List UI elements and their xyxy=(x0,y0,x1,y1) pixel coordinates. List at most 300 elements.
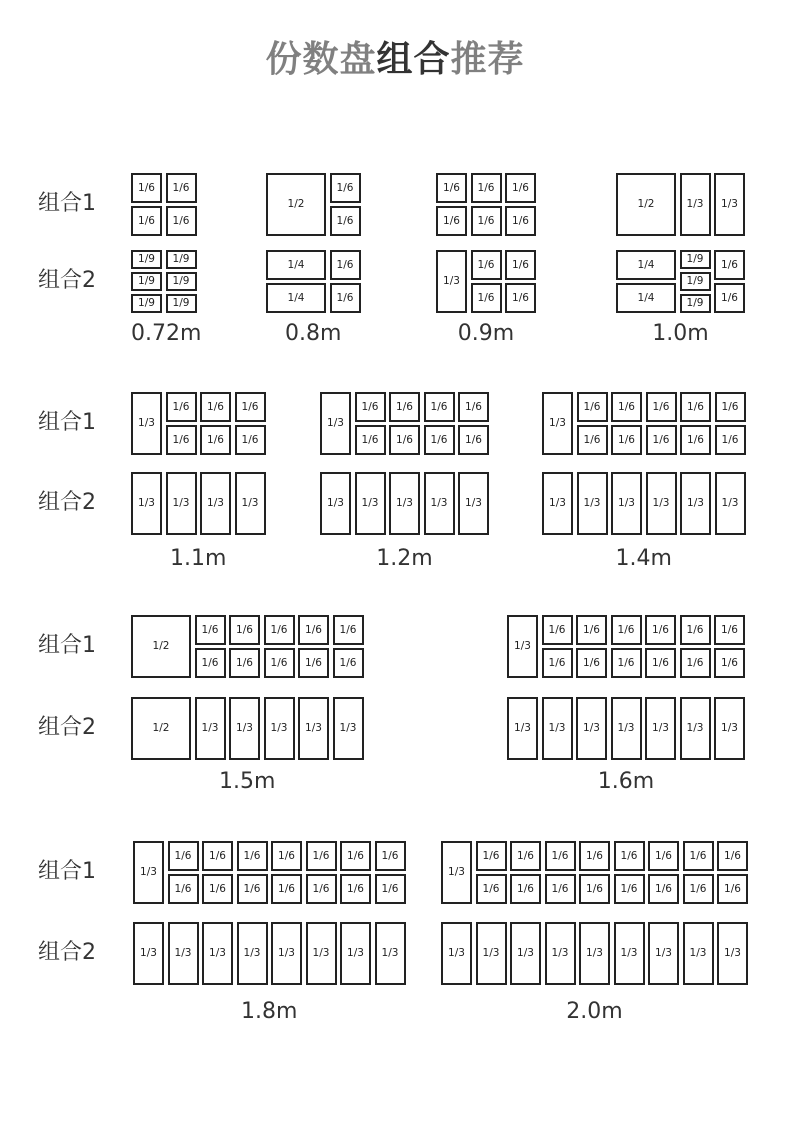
pan-size-label: 1/3 xyxy=(617,722,635,734)
pan-column xyxy=(266,250,326,313)
pan-size-label: 1/6 xyxy=(652,623,669,636)
pan-column xyxy=(576,615,607,678)
pan-size-label: 1/9 xyxy=(172,297,190,309)
pan-size-label: 1/6 xyxy=(655,882,672,895)
pan-column xyxy=(306,922,337,985)
pan-size-label: 1/6 xyxy=(477,291,495,304)
pan-size-label: 1/6 xyxy=(381,849,399,862)
pan-size-label: 1/3 xyxy=(138,497,155,509)
pan-size-label: 1/3 xyxy=(549,497,566,509)
pan-size-label: 1/6 xyxy=(443,214,460,227)
pan-size-label: 1/6 xyxy=(209,849,226,862)
pan-size-label: 1/3 xyxy=(430,497,448,509)
pan-size-label: 1/3 xyxy=(327,417,344,429)
pan-1-6 xyxy=(195,648,226,678)
pan-size-label: 1/9 xyxy=(686,253,704,265)
pan-column xyxy=(237,841,268,904)
pan-size-label: 1/6 xyxy=(270,623,288,636)
pan-1-3 xyxy=(476,922,507,985)
pan-column xyxy=(131,173,162,236)
pan-size-label: 1/6 xyxy=(396,433,413,446)
pan-1-3 xyxy=(237,922,268,985)
pan-1-6 xyxy=(166,392,197,422)
pan-column xyxy=(330,173,361,236)
pan-1-6 xyxy=(298,615,329,645)
length-label: 1.0m xyxy=(652,321,709,346)
pan-1-2 xyxy=(131,697,191,760)
pan-column xyxy=(306,841,337,904)
pan-column xyxy=(542,472,573,535)
pan-size-label: 1/3 xyxy=(361,497,379,509)
pan-1-9 xyxy=(131,250,162,269)
pan-column xyxy=(235,472,266,535)
combo-2-layout xyxy=(133,922,406,985)
pan-size-label: 1/3 xyxy=(339,722,357,734)
pan-size-label: 1/6 xyxy=(138,214,155,227)
pan-column xyxy=(271,841,302,904)
pan-size-label: 1/3 xyxy=(347,947,364,959)
pan-size-label: 1/9 xyxy=(138,275,155,287)
pan-1-6 xyxy=(714,283,745,313)
pan-1-6 xyxy=(577,425,608,455)
pan-1-6 xyxy=(355,425,386,455)
pan-1-9 xyxy=(131,272,162,291)
pan-size-label: 1/3 xyxy=(465,497,482,509)
pan-1-2 xyxy=(131,615,191,678)
pan-1-6 xyxy=(714,648,745,678)
pan-column xyxy=(542,392,573,455)
pan-1-3 xyxy=(683,922,714,985)
pan-column xyxy=(355,472,386,535)
pan-size-label: 1/6 xyxy=(721,433,739,446)
length-label: 1.6m xyxy=(597,769,655,794)
pan-column xyxy=(202,922,233,985)
pan-1-6 xyxy=(237,874,268,904)
pan-1-6 xyxy=(614,841,645,871)
pan-column xyxy=(715,472,746,535)
pan-1-6 xyxy=(683,841,714,871)
pan-1-3 xyxy=(306,922,337,985)
pan-1-3 xyxy=(320,472,351,535)
pan-1-6 xyxy=(166,173,197,203)
pan-1-6 xyxy=(166,425,197,455)
pan-column xyxy=(507,697,538,760)
pan-1-6 xyxy=(611,392,642,422)
pan-size-label: 1/6 xyxy=(512,291,529,304)
pan-column xyxy=(436,250,467,313)
pan-1-6 xyxy=(271,874,302,904)
pan-column xyxy=(424,472,455,535)
pan-column xyxy=(646,472,677,535)
pan-1-6 xyxy=(476,874,507,904)
pan-column xyxy=(542,697,573,760)
row-label-combo-1: 组合1 xyxy=(38,633,96,658)
pan-size-label: 1/3 xyxy=(270,722,288,734)
pan-1-6 xyxy=(340,874,371,904)
combo-1-layout xyxy=(320,392,489,455)
pan-size-label: 1/2 xyxy=(637,198,655,210)
pan-column xyxy=(195,615,226,678)
pan-size-label: 1/6 xyxy=(689,882,707,895)
pan-size-label: 1/3 xyxy=(620,947,638,959)
pan-1-6 xyxy=(715,392,746,422)
combo-2-layout xyxy=(542,472,746,535)
pan-column xyxy=(714,250,745,313)
pan-1-6 xyxy=(235,392,266,422)
pan-size-label: 1/6 xyxy=(172,400,190,413)
group-1-0m xyxy=(616,173,745,347)
pan-size-label: 1/6 xyxy=(686,623,704,636)
pan-size-label: 1/6 xyxy=(617,623,635,636)
pan-size-label: 1/6 xyxy=(618,400,635,413)
pan-1-3 xyxy=(264,697,295,760)
pan-1-6 xyxy=(542,648,573,678)
pan-1-9 xyxy=(680,272,711,291)
pan-column xyxy=(133,922,164,985)
pan-1-6 xyxy=(389,392,420,422)
pan-size-label: 1/6 xyxy=(687,400,704,413)
pan-size-label: 1/6 xyxy=(482,849,500,862)
pan-1-6 xyxy=(330,206,361,236)
pan-column xyxy=(133,841,164,904)
pan-column xyxy=(200,472,231,535)
pan-size-label: 1/6 xyxy=(443,181,460,194)
combo-1-layout xyxy=(616,173,745,236)
pan-1-6 xyxy=(579,841,610,871)
pan-column xyxy=(577,472,608,535)
pan-1-3 xyxy=(510,922,541,985)
pan-size-label: 1/6 xyxy=(339,623,357,636)
pan-1-6 xyxy=(471,283,502,313)
pan-1-6 xyxy=(264,648,295,678)
pan-column xyxy=(476,841,507,904)
pan-size-label: 1/3 xyxy=(305,722,322,734)
pan-column xyxy=(340,922,371,985)
pan-size-label: 1/9 xyxy=(138,297,155,309)
pan-column xyxy=(166,472,197,535)
pan-size-label: 1/6 xyxy=(336,258,354,271)
pan-column xyxy=(131,697,191,760)
pan-1-3 xyxy=(200,472,231,535)
pan-column xyxy=(330,250,361,313)
pan-column xyxy=(131,472,162,535)
pan-column xyxy=(202,841,233,904)
pan-1-6 xyxy=(542,615,573,645)
pan-1-6 xyxy=(576,648,607,678)
pan-1-6 xyxy=(330,250,361,280)
pan-1-3 xyxy=(166,472,197,535)
pan-column xyxy=(375,922,406,985)
pan-1-2 xyxy=(266,173,326,236)
pan-column xyxy=(545,841,576,904)
pan-1-6 xyxy=(168,841,199,871)
pan-1-6 xyxy=(714,250,745,280)
pan-1-6 xyxy=(714,615,745,645)
combo-2-layout xyxy=(320,472,489,535)
pan-size-label: 1/6 xyxy=(548,656,566,669)
pan-column xyxy=(166,250,197,313)
pan-1-3 xyxy=(542,697,573,760)
pan-column xyxy=(320,392,351,455)
pan-size-label: 1/6 xyxy=(336,181,354,194)
pan-1-3 xyxy=(542,472,573,535)
pan-1-3 xyxy=(714,697,745,760)
pan-column xyxy=(505,250,536,313)
pan-size-label: 1/6 xyxy=(686,656,704,669)
pan-size-label: 1/6 xyxy=(617,656,635,669)
pan-column xyxy=(680,472,711,535)
pan-1-6 xyxy=(168,874,199,904)
pan-1-6 xyxy=(646,392,677,422)
pan-1-3 xyxy=(577,472,608,535)
pan-size-label: 1/3 xyxy=(243,947,261,959)
pan-column xyxy=(545,922,576,985)
pan-1-2 xyxy=(616,173,676,236)
pan-1-6 xyxy=(271,841,302,871)
pan-size-label: 1/6 xyxy=(586,849,603,862)
pan-size-label: 1/3 xyxy=(686,722,704,734)
pan-size-label: 1/6 xyxy=(312,849,330,862)
pan-1-6 xyxy=(680,648,711,678)
pan-size-label: 1/3 xyxy=(721,722,738,734)
pan-column xyxy=(680,173,711,236)
pan-column xyxy=(298,615,329,678)
pan-size-label: 1/6 xyxy=(312,882,330,895)
combo-2-layout xyxy=(131,472,266,535)
pan-size-label: 1/6 xyxy=(347,849,364,862)
pan-1-6 xyxy=(389,425,420,455)
pan-column xyxy=(333,615,364,678)
combo-1-layout xyxy=(133,841,406,904)
pan-size-label: 1/6 xyxy=(551,882,569,895)
combo-1-layout xyxy=(266,173,361,236)
pan-size-label: 1/6 xyxy=(336,214,354,227)
pan-1-6 xyxy=(237,841,268,871)
pan-1-3 xyxy=(507,697,538,760)
pan-size-label: 1/6 xyxy=(583,433,601,446)
combo-1-layout xyxy=(507,615,745,678)
pan-1-6 xyxy=(235,425,266,455)
pan-size-label: 1/6 xyxy=(548,623,566,636)
pan-1-3 xyxy=(320,392,351,455)
combo-1-layout xyxy=(441,841,748,904)
pan-1-6 xyxy=(510,874,541,904)
pan-1-6 xyxy=(131,173,162,203)
pan-1-6 xyxy=(505,173,536,203)
pan-1-3 xyxy=(424,472,455,535)
pan-size-label: 1/6 xyxy=(721,656,738,669)
pan-size-label: 1/6 xyxy=(724,849,741,862)
group-1-4m xyxy=(542,392,746,572)
pan-size-label: 1/6 xyxy=(652,400,670,413)
pan-column xyxy=(471,173,502,236)
pan-column xyxy=(320,472,351,535)
pan-1-6 xyxy=(306,841,337,871)
length-label: 1.1m xyxy=(170,546,227,571)
pan-size-label: 1/6 xyxy=(305,656,322,669)
pan-size-label: 1/6 xyxy=(482,882,500,895)
pan-1-6 xyxy=(545,874,576,904)
pan-size-label: 1/6 xyxy=(477,214,495,227)
pan-size-label: 1/9 xyxy=(686,275,704,287)
length-label: 0.72m xyxy=(131,321,202,346)
pan-column xyxy=(683,841,714,904)
pan-column xyxy=(611,472,642,535)
group-0-9m xyxy=(436,173,536,347)
combo-1-layout xyxy=(131,173,197,236)
pan-1-6 xyxy=(683,874,714,904)
pan-column xyxy=(436,173,467,236)
pan-1-6 xyxy=(476,841,507,871)
pan-column xyxy=(616,250,676,313)
pan-1-6 xyxy=(505,283,536,313)
pan-size-label: 1/6 xyxy=(207,433,224,446)
pan-size-label: 1/6 xyxy=(209,882,226,895)
pan-1-3 xyxy=(680,697,711,760)
pan-size-label: 1/6 xyxy=(721,258,738,271)
pan-1-3 xyxy=(545,922,576,985)
pan-1-9 xyxy=(166,294,197,313)
pan-column xyxy=(645,697,676,760)
pan-column xyxy=(614,922,645,985)
combo-2-layout xyxy=(616,250,745,313)
pan-column xyxy=(131,392,162,455)
pan-size-label: 1/6 xyxy=(270,656,288,669)
pan-size-label: 1/6 xyxy=(174,882,192,895)
pan-column xyxy=(577,392,608,455)
pan-1-9 xyxy=(680,294,711,313)
combo-2-layout xyxy=(436,250,536,313)
pan-column xyxy=(355,392,386,455)
length-label: 2.0m xyxy=(566,999,623,1024)
pan-1-6 xyxy=(545,841,576,871)
pan-1-3 xyxy=(436,250,467,313)
pan-1-6 xyxy=(424,392,455,422)
length-label: 0.9m xyxy=(457,321,515,346)
pan-column xyxy=(680,392,711,455)
combo-2-layout xyxy=(131,250,197,313)
pan-1-6 xyxy=(202,841,233,871)
title-part-recommend: 推荐 xyxy=(450,39,525,80)
pan-size-label: 1/9 xyxy=(686,297,704,309)
pan-1-4 xyxy=(266,283,326,313)
pan-size-label: 1/6 xyxy=(655,849,672,862)
pan-1-6 xyxy=(611,425,642,455)
pan-size-label: 1/3 xyxy=(312,947,330,959)
pan-column xyxy=(229,697,260,760)
pan-column xyxy=(507,615,538,678)
pan-1-3 xyxy=(375,922,406,985)
pan-size-label: 1/3 xyxy=(172,497,190,509)
pan-1-6 xyxy=(505,206,536,236)
pan-size-label: 1/6 xyxy=(138,181,155,194)
pan-size-label: 1/6 xyxy=(361,400,379,413)
pan-1-3 xyxy=(133,922,164,985)
pan-column xyxy=(166,173,197,236)
pan-size-label: 1/3 xyxy=(721,198,738,210)
pan-size-label: 1/3 xyxy=(140,866,157,878)
pan-column xyxy=(717,841,748,904)
pan-1-3 xyxy=(333,697,364,760)
page-title xyxy=(0,36,790,84)
pan-size-label: 1/4 xyxy=(637,258,655,271)
group-1-2m xyxy=(320,392,489,572)
pan-column xyxy=(166,392,197,455)
pan-1-6 xyxy=(646,425,677,455)
pan-size-label: 1/6 xyxy=(465,433,482,446)
pan-1-3 xyxy=(131,472,162,535)
pan-size-label: 1/6 xyxy=(430,400,448,413)
pan-1-3 xyxy=(645,697,676,760)
pan-1-6 xyxy=(306,874,337,904)
pan-size-label: 1/6 xyxy=(396,400,413,413)
pan-size-label: 1/6 xyxy=(652,433,670,446)
pan-size-label: 1/6 xyxy=(172,214,190,227)
pan-size-label: 1/9 xyxy=(138,253,155,265)
pan-1-6 xyxy=(333,648,364,678)
pan-1-6 xyxy=(505,250,536,280)
pan-size-label: 1/6 xyxy=(618,433,635,446)
pan-column xyxy=(476,922,507,985)
group-0-8m xyxy=(266,173,361,347)
pan-1-6 xyxy=(576,615,607,645)
pan-size-label: 1/6 xyxy=(172,433,190,446)
pan-size-label: 1/6 xyxy=(517,849,534,862)
pan-1-6 xyxy=(579,874,610,904)
pan-1-9 xyxy=(166,250,197,269)
pan-size-label: 1/3 xyxy=(209,947,226,959)
pan-size-label: 1/9 xyxy=(172,253,190,265)
pan-1-6 xyxy=(200,392,231,422)
pan-1-3 xyxy=(715,472,746,535)
combo-1-layout xyxy=(131,392,266,455)
pan-1-6 xyxy=(577,392,608,422)
pan-column xyxy=(266,173,326,236)
pan-size-label: 1/6 xyxy=(278,882,295,895)
pan-1-3 xyxy=(611,472,642,535)
pan-column xyxy=(715,392,746,455)
pan-1-3 xyxy=(579,922,610,985)
combo-2-layout xyxy=(131,697,364,760)
pan-size-label: 1/3 xyxy=(241,497,259,509)
pan-column xyxy=(645,615,676,678)
pan-size-label: 1/3 xyxy=(583,497,601,509)
pan-1-3 xyxy=(355,472,386,535)
pan-size-label: 1/3 xyxy=(549,417,566,429)
pan-column xyxy=(579,922,610,985)
pan-size-label: 1/6 xyxy=(430,433,448,446)
pan-column xyxy=(131,250,162,313)
pan-size-label: 1/6 xyxy=(652,656,669,669)
pan-column xyxy=(611,697,642,760)
pan-size-label: 1/3 xyxy=(514,640,531,652)
pan-1-6 xyxy=(424,425,455,455)
pan-size-label: 1/3 xyxy=(201,722,219,734)
pan-1-3 xyxy=(648,922,679,985)
pan-size-label: 1/6 xyxy=(207,400,224,413)
pan-column xyxy=(680,615,711,678)
pan-size-label: 1/6 xyxy=(586,882,603,895)
pan-size-label: 1/6 xyxy=(305,623,322,636)
pan-size-label: 1/3 xyxy=(327,497,344,509)
pan-1-3 xyxy=(441,922,472,985)
pan-1-3 xyxy=(542,392,573,455)
pan-1-6 xyxy=(436,206,467,236)
pan-size-label: 1/6 xyxy=(512,214,529,227)
pan-size-label: 1/3 xyxy=(278,947,295,959)
pan-size-label: 1/6 xyxy=(243,849,261,862)
pan-size-label: 1/3 xyxy=(140,947,157,959)
